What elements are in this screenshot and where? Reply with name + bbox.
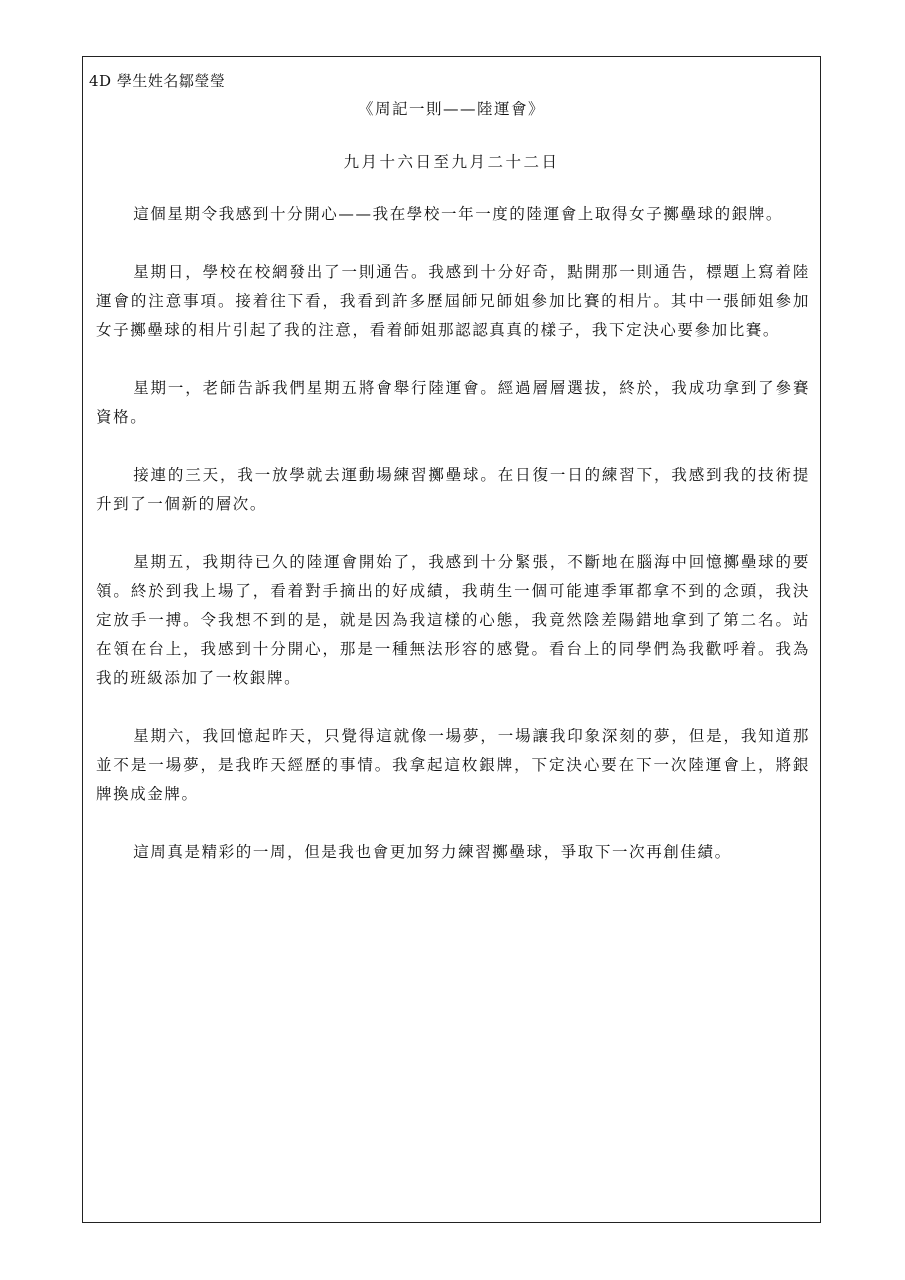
paragraph-practice: 接連的三天，我一放學就去運動場練習擲壘球。在日復一日的練習下，我感到我的技術提升到了一個新的層次。	[96, 466, 810, 513]
paragraph-intro: 這個星期令我感到十分開心——我在學校一年一度的陸運會上取得女子擲壘球的銀牌。	[133, 205, 783, 223]
paragraph-conclusion: 這周真是精彩的一周，但是我也會更加努力練習擲壘球，爭取下一次再創佳績。	[133, 843, 732, 861]
document-title: 《周記一則——陸運會》	[357, 100, 545, 118]
journal-body	[96, 200, 810, 896]
paragraph-friday: 星期五，我期待已久的陸運會開始了，我感到十分緊張，不斷地在腦海中回憶擲壘球的要領。終於到我上場了，看着對手摘出的好成績，我萌生一個可能連季軍都拿不到的念頭，我決定放手一搏。令我想不到的是，就是因為我這樣的心態，我竟然陰差陽錯地拿到了第二名。站在領在台上，我感到十分開心，那是一種無法形容的感覺。看台上的同學們為我歡呼着。我為我的班級添加了一枚銀牌。	[96, 553, 810, 687]
student-name-line: 4D 學生姓名鄒瑩瑩	[89, 72, 226, 90]
date-range: 九月十六日至九月二十二日	[343, 153, 560, 171]
paragraph-sunday: 星期日，學校在校網發出了一則通告。我感到十分好奇，點開那一則通告，標題上寫着陸運會的注意事項。接着往下看，我看到許多歷屆師兄師姐參加比賽的相片。其中一張師姐參加女子擲壘球的相片引起了我的注意，看着師姐那認認真真的樣子，我下定決心要參加比賽。	[96, 263, 810, 339]
paragraph-monday: 星期一，老師告訴我們星期五將會舉行陸運會。經過層層選拔，終於，我成功拿到了參賽資格。	[96, 379, 810, 426]
paragraph-saturday: 星期六，我回憶起昨天，只覺得這就像一場夢，一場讓我印象深刻的夢，但是，我知道那並不是一場夢，是我昨天經歷的事情。我拿起這枚銀牌，下定決心要在下一次陸運會上，將銀牌換成金牌。	[96, 727, 810, 803]
